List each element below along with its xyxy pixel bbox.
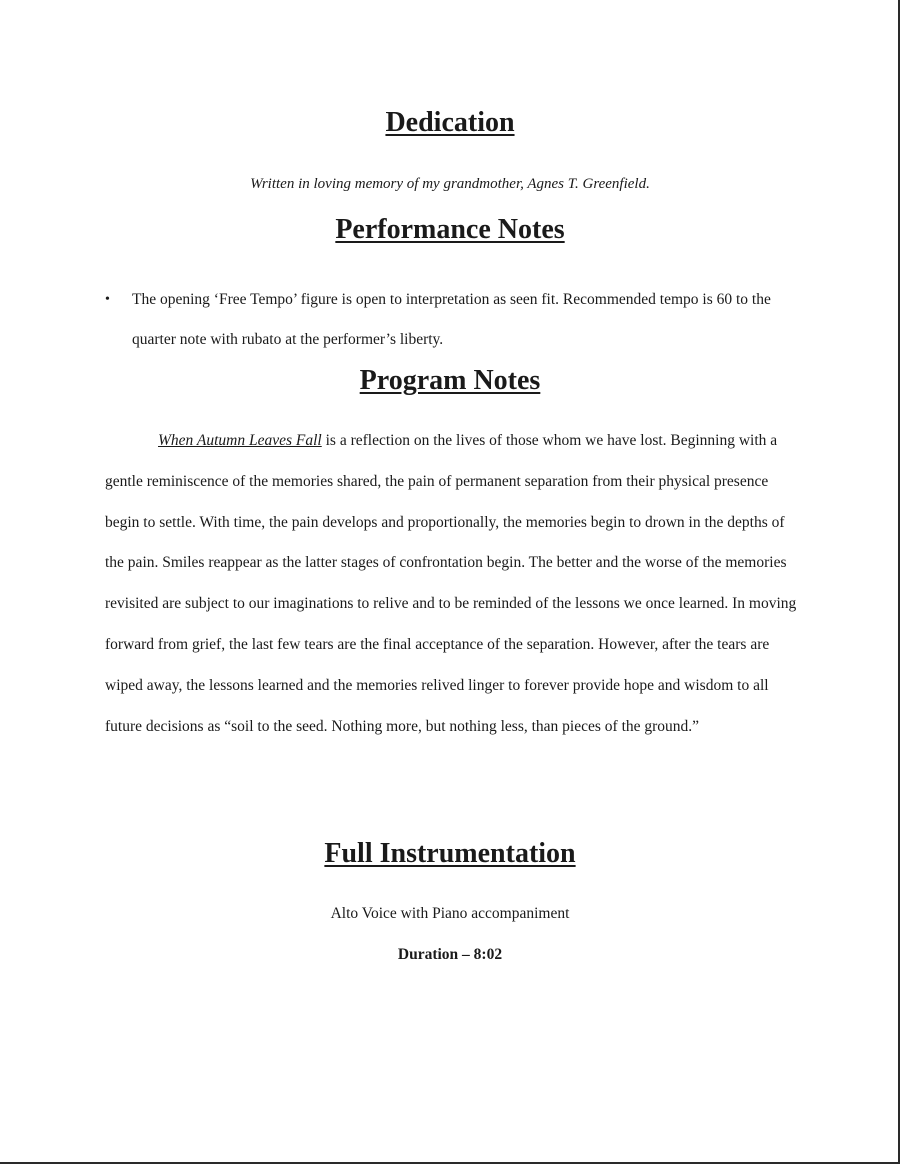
performance-notes-list: [105, 280, 805, 360]
program-notes-heading: Program Notes: [359, 365, 541, 396]
work-title: When Autumn Leaves Fall: [158, 432, 322, 449]
dedication-heading: Dedication: [385, 107, 515, 138]
dedication-text: Written in loving memory of my grandmother, Agnes T. Greenfield.: [250, 176, 650, 192]
performance-note-text: The opening ‘Free Tempo’ figure is open to interpretation as seen fit. Recommended tempo is 60 to the quarter note with rubato at the performer’s liberty.: [132, 291, 771, 348]
instrumentation-heading: Full Instrumentation: [324, 838, 576, 869]
instrumentation-line: Alto Voice with Piano accompaniment: [330, 905, 570, 922]
program-notes-text: is a reflection on the lives of those whom we have lost. Beginning with a gentle reminiscence of the memories shared, the pain of permanent separation from their physical presence begin to settle. With time, the pain develops and proportionally, the memories begin to drown in the depths of the pain. Smiles reappear as the latter stages of confrontation begin. The better and the worse of the memories revisited are subject to our imaginations to relive and to be reminded of the lessons we once learned. In moving forward from grief, the last few tears are the final acceptance of the separation. However, after the tears are wiped away, the lessons learned and the memories relived linger to forever provide hope and wisdom to all future decisions as “soil to the seed. Nothing more, but nothing less, than pieces of the ground.”: [105, 432, 797, 735]
duration-line: Duration – 8:02: [397, 946, 503, 963]
bullet-icon: •: [105, 292, 110, 307]
performance-notes-heading: Performance Notes: [335, 214, 565, 245]
program-notes-body: [105, 421, 805, 747]
list-item: [105, 280, 805, 360]
